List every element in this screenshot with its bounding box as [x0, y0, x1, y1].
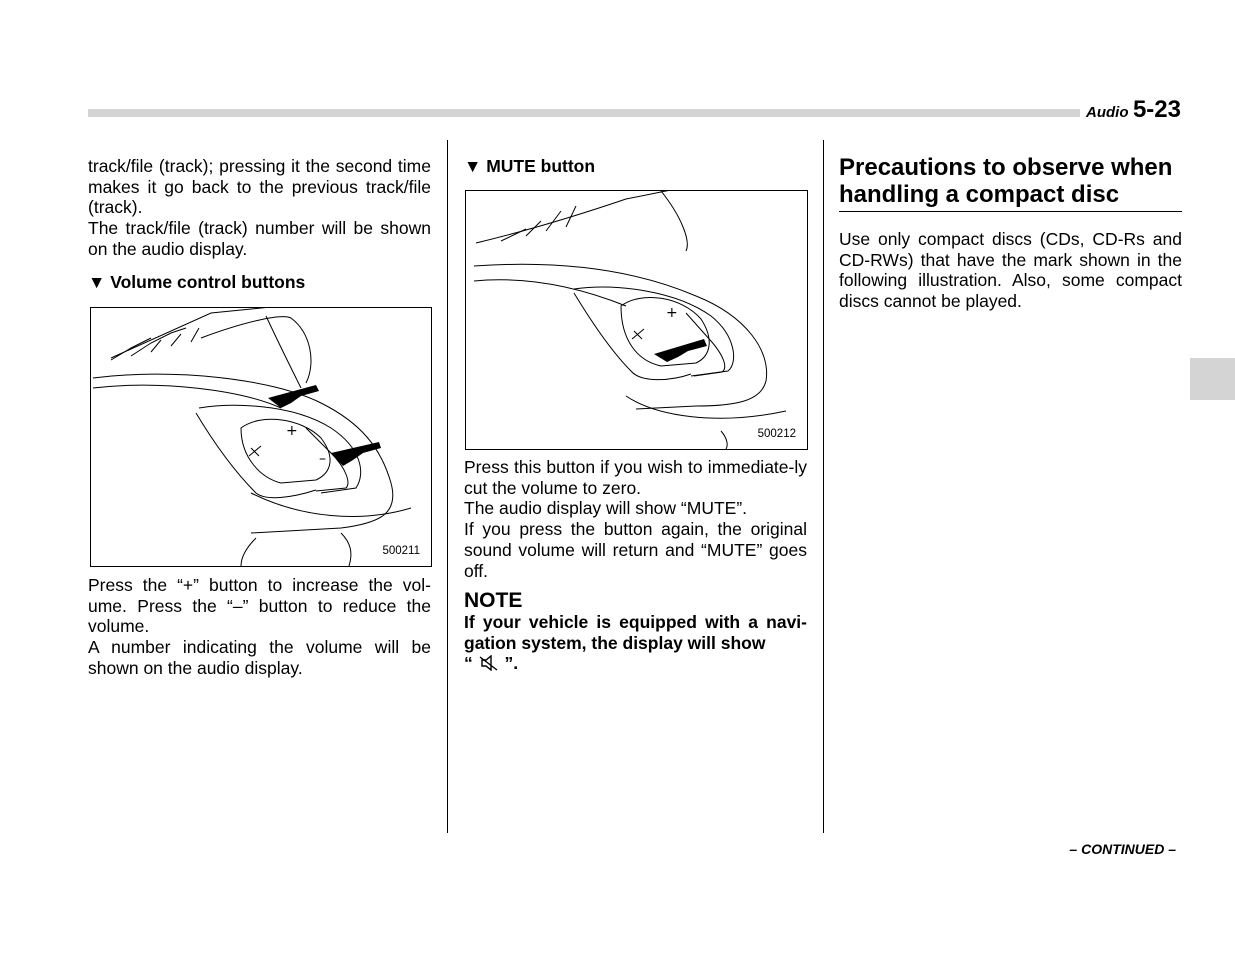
page-header [1080, 96, 1181, 124]
mute-speaker-icon [478, 655, 500, 671]
figure-number: 500212 [757, 428, 796, 440]
note-title: NOTE [464, 589, 523, 613]
paragraph: A number indicating the volume will be shown on the audio display. [88, 637, 431, 678]
paragraph: The track/file (track) number will be shown on the audio display. [88, 218, 431, 259]
page-number: 5-23 [1132, 96, 1181, 123]
middle-column-lower [464, 457, 807, 674]
figure-number: 500211 [382, 545, 420, 557]
paragraph: If you press the button again, the original sound volume will return and “MUTE” goes off. [464, 519, 807, 581]
paragraph: track/file (track); pressing it the second time makes it go back to the previous track/file (track). [88, 156, 431, 218]
paragraph: The audio display will show “MUTE”. [464, 498, 748, 519]
svg-text:+: + [286, 423, 298, 439]
steering-wheel-volume-illustration [91, 308, 431, 566]
section-heading: Precautions to observe when handling a compact disc [839, 154, 1173, 208]
right-column-body [839, 229, 1182, 312]
section-title: Audio [1086, 104, 1129, 121]
svg-text:+: + [666, 305, 678, 321]
note-text: If your vehicle is equipped with a navi-gation system, the display will show “ ”. [464, 611, 807, 674]
down-triangle-icon: ▼ [88, 271, 106, 292]
right-column [839, 154, 1182, 208]
volume-subheading: ▼ Volume control buttons [88, 271, 306, 292]
mute-button-figure [465, 190, 808, 450]
continued-label: – CONTINUED – [1069, 841, 1176, 857]
mute-subheading: ▼ MUTE button [464, 156, 596, 176]
middle-column [464, 156, 807, 177]
svg-text:–: – [319, 451, 326, 467]
svg-text:–: – [696, 334, 703, 350]
column-divider-left [447, 140, 448, 833]
chapter-tab [1190, 358, 1235, 400]
steering-wheel-mute-illustration [466, 191, 807, 449]
left-column [88, 156, 431, 292]
down-triangle-icon: ▼ [464, 156, 482, 176]
paragraph: Press this button if you wish to immediate-ly cut the volume to zero. [464, 457, 807, 498]
paragraph: Press the “+” button to increase the vol-ume. Press the “–” button to reduce the volume. [88, 575, 431, 637]
paragraph: Use only compact discs (CDs, CD-Rs and CD-RWs) that have the mark shown in the following illustration. Also, some compact discs cannot be played. [839, 229, 1182, 312]
volume-buttons-figure [90, 307, 432, 567]
left-column-lower [88, 575, 431, 679]
column-divider-right [823, 140, 824, 833]
heading-rule [839, 211, 1182, 212]
header-bar [88, 109, 1180, 117]
